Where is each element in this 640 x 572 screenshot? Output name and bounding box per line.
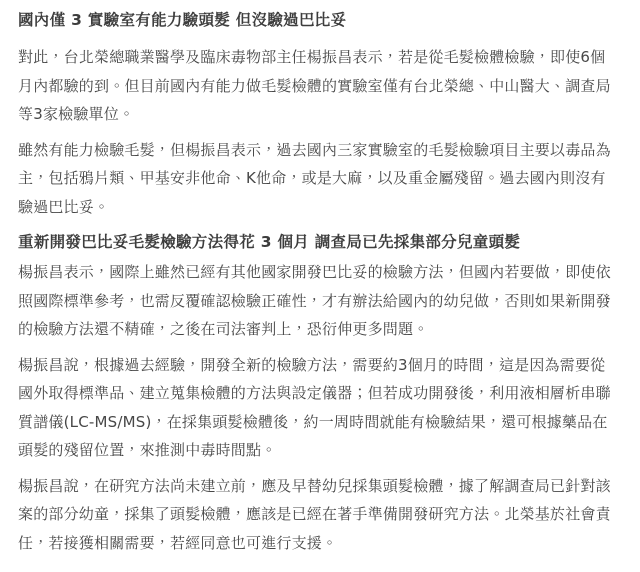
section-heading-method-development: 重新開發巴比妥毛髮檢驗方法得花 3 個月 調查局已先採集部分兒童頭髮 bbox=[18, 233, 521, 251]
paragraph-method-development-2: 楊振昌說，根據過去經驗，開發全新的檢驗方法，需要約3個月的時間，這是因為需要從國外取得標準品、建立蒐集檢體的方法與設定儀器；但若成功開發後，利用液相層析串聯質譜儀(LC-MS/MS)，在採集頭髮檢體後，約一周時間就能有檢驗結果，還可根據藥品在頭髮的殘留位置，來推測中毒時間點。 bbox=[18, 355, 611, 459]
paragraph-method-development-3: 楊振昌說，在研究方法尚未建立前，應及早替幼兒採集頭髮檢體，據了解調查局已針對該案的部分幼童，採集了頭髮檢體，應該是已經在著手準備開發研究方法。北榮基於社會責任，若接獲相關需要，若經同意也可進行支援。 bbox=[18, 476, 611, 552]
section-heading-lab-capability: 國內僅 3 實驗室有能力驗頭髮 但沒驗過巴比妥 bbox=[18, 11, 347, 29]
paragraph-lab-capability-2: 雖然有能力檢驗毛髮，但楊振昌表示，過去國內三家實驗室的毛髮檢驗項目主要以毒品為主，包括鴉片類、甲基安非他命、K他命，或是大麻，以及重金屬殘留。過去國內則沒有驗過巴比妥。 bbox=[18, 140, 611, 216]
paragraph-lab-capability-1: 對此，台北榮總職業醫學及臨床毒物部主任楊振昌表示，若是從毛髮檢體檢驗，即使6個月內都驗的到。但目前國內有能力做毛髮檢體的實驗室僅有台北榮總、中山醫大、調查局等3家檢驗單位。 bbox=[18, 48, 611, 123]
paragraph-method-development-1: 楊振昌表示，國際上雖然已經有其他國家開發巴比妥的檢驗方法，但國內若要做，即使依照國際標準參考，也需反覆確認檢驗正確性，才有辦法給國內的幼兒做，否則如果新開發的檢驗方法還不精確，之後在司法審判上，恐衍伸更多問題。 bbox=[18, 263, 611, 338]
